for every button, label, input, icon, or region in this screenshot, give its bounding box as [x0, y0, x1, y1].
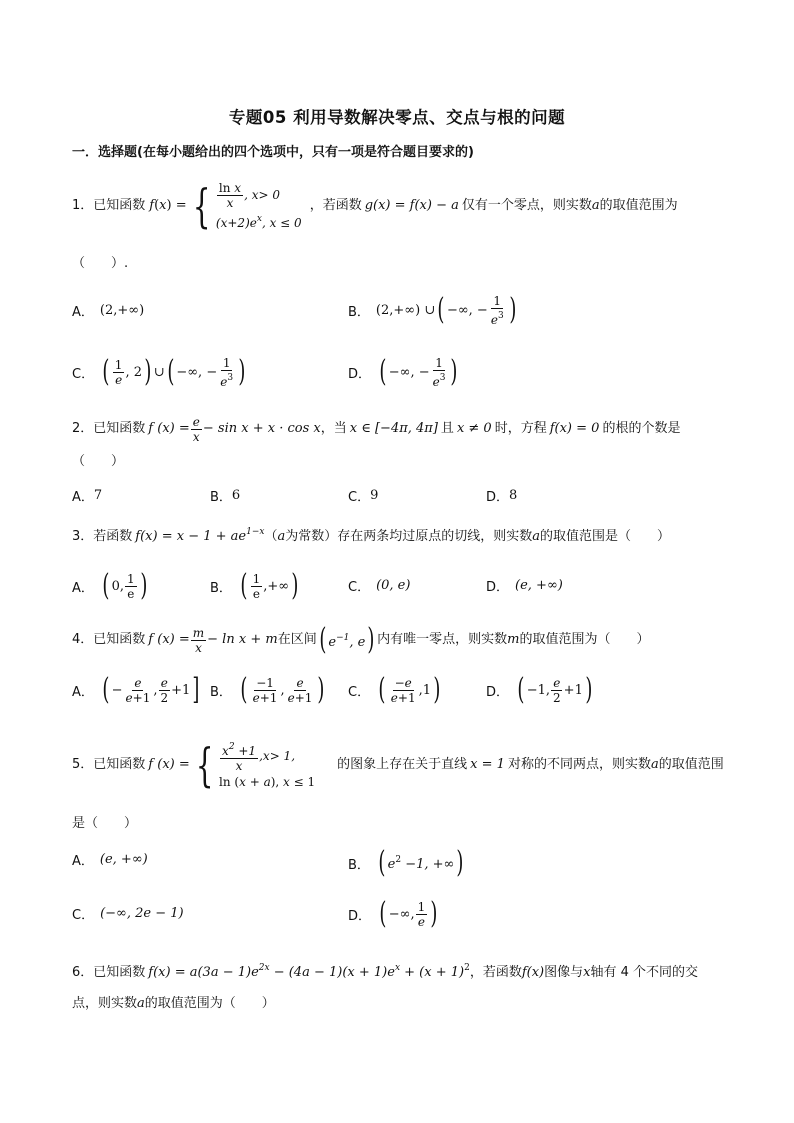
- q2-interval: x ∈ [−4π, 4π]: [349, 421, 438, 436]
- q4-option-b[interactable]: B． ( $\frac{-1}{e+1}$ , $\frac{e}{e+1}$ ): [210, 672, 325, 707]
- q1-tail2: 的取值范围为: [599, 198, 678, 213]
- q1-a: a: [591, 198, 600, 213]
- q1-paren: （ ）.: [72, 256, 129, 271]
- q4-option-d[interactable]: D． ( −1, $\frac{e}{2}$ +1 ): [486, 672, 593, 707]
- question-2: 2．已知函数 f (x) = $\frac{e}{x}$ − sin x + x · cos x ，当 x ∈ [−4π, 4π] 且 x ≠ 0 时，方程 f(x) = 0 的根的个数是: [72, 414, 681, 444]
- q1-mid: ，若函数: [309, 198, 362, 213]
- q2-option-a[interactable]: A． 7: [72, 488, 103, 505]
- q5-brace: {: [195, 738, 214, 792]
- q1-lead: 1．已知函数: [72, 198, 146, 213]
- question-1: 1．已知函数 f ( x ) = { $\frac{\text{ln x}}{x}$ , x > 0 $(x+2)e^x$, x ≤ 0 ，若函数 g(x) = f(x) − a 仅有一个零点，则实数 a 的取值范围为: [72, 179, 678, 233]
- q1-g: g(x) = f(x) − a: [364, 198, 459, 213]
- question-5: 5．已知函数 f (x) = { $\frac{x^2 +1}{x}$ , x > 1, ln (x + a), x ≤ 1 的图象上存在关于直线 x = 1 对称的不同两点，则实数 a 的取值范围: [72, 738, 724, 792]
- q4-option-a[interactable]: A． ( − $\frac{e}{e+1}$ , $\frac{e}{2}$ +1 ]: [72, 672, 200, 707]
- q1-option-a[interactable]: A． (2,+∞): [72, 302, 145, 320]
- q5-option-b[interactable]: B． ( $e^2 -1$, +∞ ): [348, 845, 464, 880]
- question-6: 6．已知函数 $f(x) = a(3a - 1)e^{2x} - (4a - 1)(x + 1)e^x + (x + 1)^2$，若函数f(x)图像与x轴有 4 个不同的交: [72, 963, 699, 980]
- q5-option-d[interactable]: D． ( −∞, $\frac{1}{e}$ ): [348, 896, 438, 931]
- q5-piecewise: $\frac{x^2 +1}{x}$ , x > 1, ln (x + a), x ≤ 1: [219, 741, 316, 789]
- q1-func-name: f: [149, 198, 155, 213]
- q6-next: 点，则实数a的取值范围为（ ）: [72, 996, 275, 1011]
- q2-func: f (x) =: [148, 421, 190, 436]
- q3-option-d[interactable]: D． (e, +∞): [486, 578, 563, 595]
- q4-option-c[interactable]: C． ( $\frac{-e}{e+1}$ ,1 ): [348, 672, 441, 707]
- q2-eq: f(x) = 0: [549, 421, 600, 436]
- q1-tail: 仅有一个零点，则实数: [461, 198, 592, 213]
- q5-option-a[interactable]: A． (e, +∞): [72, 852, 148, 869]
- q2-paren: （ ）: [72, 454, 125, 469]
- q1-option-d[interactable]: D． ( −∞, − $\frac{1}{e^3}$ ): [348, 354, 458, 389]
- q2-lead: 2．已知函数: [72, 421, 146, 436]
- q1-func-arg: (: [154, 198, 160, 213]
- q2-option-c[interactable]: C． 9: [348, 488, 379, 505]
- question-4: 4．已知函数 f (x) = $\frac{m}{x}$ − ln x + m 在区间 ( $e^{-1}$, e ) 内有唯一零点，则实数 m 的取值范围为（ ）: [72, 622, 650, 657]
- q5-next: 是（ ）: [72, 816, 138, 831]
- q3-func: f(x) = x − 1 + ae: [135, 529, 247, 544]
- q1-brace: {: [192, 179, 211, 233]
- q3-option-b[interactable]: B． ( $\frac{1}{e}$ ,+∞ ): [210, 568, 299, 603]
- q3-option-a[interactable]: A． ( 0, $\frac{1}{e}$ ): [72, 568, 148, 603]
- q2-option-d[interactable]: D． 8: [486, 488, 518, 505]
- q2-neq: x ≠ 0: [456, 421, 492, 436]
- q1-option-c[interactable]: C． ( $\frac{1}{e}$ , 2 ) ∪ ( −∞, − $\frac{1}{e^3}$ ): [72, 354, 246, 389]
- q1-piecewise: $\frac{\text{ln x}}{x}$ , x > 0 $(x+2)e^x$, x ≤ 0: [215, 180, 302, 230]
- question-3: 3．若函数 $f(x) = x - 1 + ae^{1-x}(a$为常数）存在两条均过原点的切线，则实数a的取值范围是（ ）: [72, 527, 671, 544]
- q1-option-b[interactable]: B． (2,+∞) ∪ ( −∞, − $\frac{1}{e^3}$ ): [348, 292, 517, 327]
- q2-cond: ，当: [320, 421, 347, 436]
- q3-option-c[interactable]: C． (0, e): [348, 578, 411, 595]
- q5-option-c[interactable]: C． (−∞, 2e − 1): [72, 906, 184, 923]
- page-title: 专题05 利用导数解决零点、交点与根的问题: [228, 108, 566, 127]
- q2-option-b[interactable]: B． 6: [210, 488, 241, 505]
- section-heading: 一．选择题(在每小题给出的四个选项中，只有一项是符合题目要求的): [72, 145, 474, 160]
